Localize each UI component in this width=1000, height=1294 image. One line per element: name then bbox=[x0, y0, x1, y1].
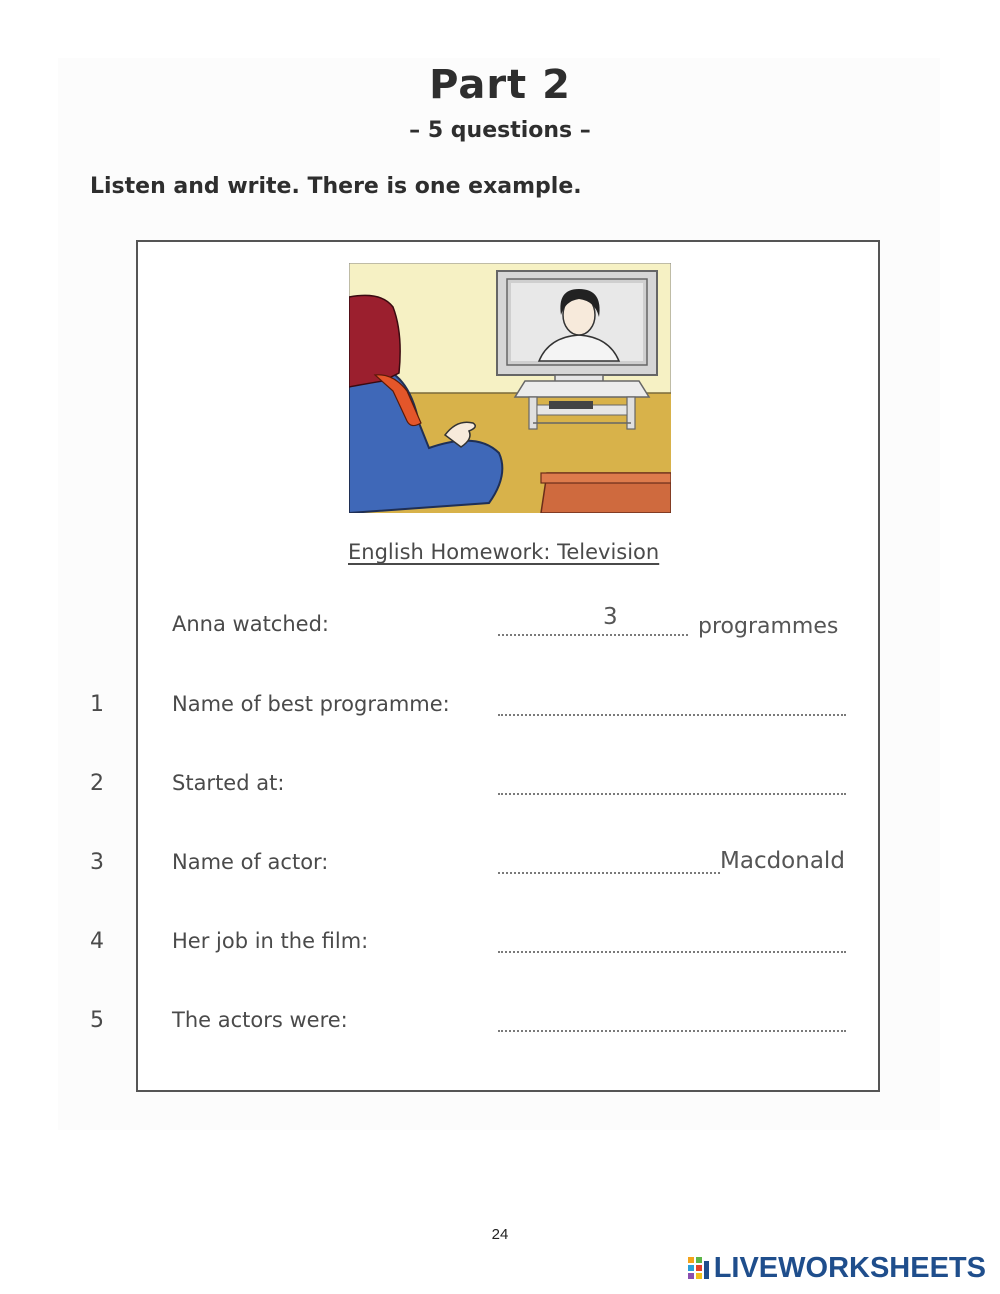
question-label: Name of actor: bbox=[172, 850, 329, 874]
page-number: 24 bbox=[491, 1226, 509, 1243]
question-number: 4 bbox=[90, 929, 104, 954]
question-row-2 bbox=[0, 771, 1000, 811]
question-row-1 bbox=[0, 692, 1000, 732]
question-number: 1 bbox=[90, 692, 104, 717]
homework-title: English Homework: Television bbox=[348, 540, 660, 564]
tv-viewer-illustration bbox=[349, 263, 671, 513]
question-label: Started at: bbox=[172, 771, 285, 795]
instructions: Listen and write. There is one example. bbox=[90, 174, 582, 199]
example-label: Anna watched: bbox=[172, 612, 329, 636]
answer-line-3 bbox=[498, 872, 720, 874]
answer-field-1[interactable] bbox=[498, 714, 846, 716]
question-row-5 bbox=[0, 1008, 1000, 1048]
answer-field-5[interactable] bbox=[498, 1030, 846, 1032]
question-label: Her job in the film: bbox=[172, 929, 369, 953]
example-answer: 3 bbox=[603, 604, 618, 630]
example-answer-line bbox=[498, 634, 688, 636]
answer-field-4[interactable] bbox=[498, 951, 846, 953]
question-number: 3 bbox=[90, 850, 104, 875]
question-label: Name of best programme: bbox=[172, 692, 450, 716]
question-label: The actors were: bbox=[172, 1008, 348, 1032]
part-subtitle: – 5 questions – bbox=[409, 118, 591, 143]
question-number: 5 bbox=[90, 1008, 104, 1033]
liveworksheets-brand[interactable] bbox=[688, 1252, 986, 1285]
actor-surname: Macdonald bbox=[720, 848, 845, 874]
answer-field-2[interactable] bbox=[498, 793, 846, 795]
question-number: 2 bbox=[90, 771, 104, 796]
brand-name: LIVEWORKSHEETS bbox=[713, 1252, 986, 1284]
question-row-4 bbox=[0, 929, 1000, 969]
question-row-3 bbox=[0, 850, 1000, 890]
liveworksheets-logo-icon bbox=[688, 1257, 710, 1281]
part-title: Part 2 bbox=[429, 62, 571, 108]
example-suffix: programmes bbox=[698, 614, 839, 639]
example-row bbox=[0, 604, 1000, 652]
